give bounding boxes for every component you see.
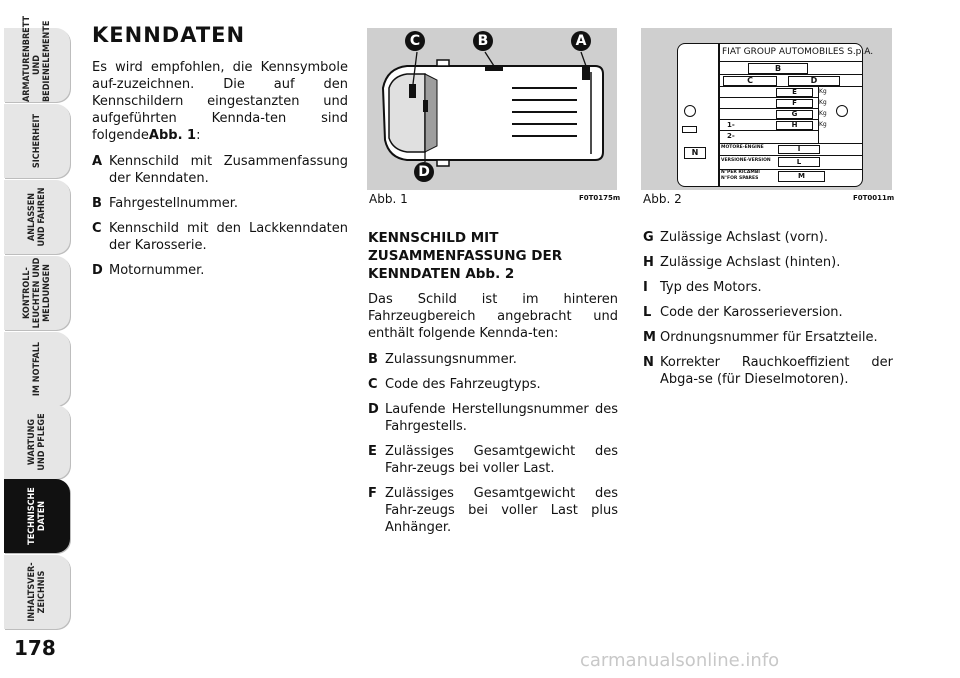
- marker-a: A: [571, 31, 591, 51]
- page-number: 178: [14, 636, 56, 660]
- item-text: Kennschild mit den Lackkenndaten der Karosserie.: [109, 221, 348, 253]
- item-key: A: [92, 154, 103, 169]
- list-item: [643, 254, 893, 271]
- item-text: Typ des Motors.: [660, 280, 762, 295]
- side-tab-label: ANLASSEN UND FAHREN: [27, 187, 47, 247]
- plate-field-n: N: [684, 147, 706, 159]
- item-key: E: [368, 444, 377, 459]
- side-tab-sicherheit[interactable]: [4, 104, 70, 178]
- plate-field-l: L: [778, 157, 820, 167]
- item-key: D: [368, 402, 379, 417]
- side-tab-label: TECHNISCHE DATEN: [27, 487, 47, 545]
- figure-1-vehicle-diagram: [367, 28, 617, 190]
- side-tab-armaturenbrett[interactable]: [4, 16, 70, 102]
- item-key: H: [643, 255, 654, 270]
- plate-field-h: H: [776, 121, 813, 130]
- figure-2-code: F0T0011m: [853, 194, 895, 202]
- list-item: [92, 220, 348, 254]
- id-plate: [677, 43, 874, 187]
- unit-kg: Kg: [819, 121, 827, 128]
- plate-line: [718, 155, 862, 156]
- list-item: [368, 376, 618, 393]
- item-key: M: [643, 330, 656, 345]
- item-text: Code der Karosserieversion.: [660, 305, 843, 320]
- watermark: carmanualsonline.info: [580, 650, 780, 671]
- column-3: [643, 229, 893, 396]
- column-2: [368, 229, 618, 544]
- plate-line: [718, 86, 862, 87]
- motore-label: MOTORE-ENGINE: [721, 145, 764, 150]
- page-title: KENNDATEN: [92, 23, 246, 47]
- side-tab-label: INHALTSVER- ZEICHNIS: [27, 562, 47, 622]
- side-tab-label: IM NOTFALL: [32, 341, 42, 397]
- plate-line: [718, 130, 818, 131]
- plate-field-m: M: [778, 171, 825, 182]
- plate-field-i: I: [778, 145, 820, 154]
- side-tab-wartung[interactable]: [4, 405, 70, 479]
- figure-1-code: F0T0175m: [579, 194, 621, 202]
- plate-field-f: F: [776, 99, 813, 108]
- side-tab-im-notfall[interactable]: [4, 332, 70, 406]
- item-text: Laufende Herstellungsnummer des Fahrgestells.: [385, 402, 618, 434]
- list-item: [368, 401, 618, 435]
- figure-reference: Abb. 1: [148, 128, 197, 143]
- marker-d: D: [414, 162, 434, 182]
- plate-line: [718, 108, 818, 109]
- side-tab-inhaltsverzeichnis[interactable]: [4, 555, 70, 629]
- item-key: C: [368, 377, 378, 392]
- item-text: Zulässige Achslast (vorn).: [660, 230, 828, 245]
- intro-text: Es wird empfohlen, die Kennsymbole auf-zuzeichnen. Die auf den Kennschildern eingestanzten und aufgeführten Kennda-ten sind folgende: [92, 60, 348, 143]
- plate-line: [718, 143, 862, 144]
- plate-line: [718, 74, 862, 75]
- list-item: [643, 354, 893, 388]
- side-tab-label: KONTROLL- LEUCHTEN UND MELDUNGEN: [22, 257, 52, 329]
- plate-hole: [836, 105, 848, 117]
- versione-label: VERSIONE-VERSION: [721, 158, 771, 163]
- axle-2-label: 2-: [727, 132, 735, 140]
- ricambi-label-2: N°FOR SPARES: [721, 176, 759, 181]
- plate-field-b: B: [748, 63, 808, 74]
- item-key: F: [368, 486, 377, 501]
- plate-header: FIAT GROUP AUTOMOBILES S.p.A.: [722, 47, 874, 57]
- list-item: [643, 304, 893, 321]
- side-tab-technische-daten[interactable]: [4, 479, 70, 553]
- item-text: Code des Fahrzeugtyps.: [385, 377, 541, 392]
- side-tab-label: ARMATURENBRETT UND BEDIENELEMENTE: [22, 16, 52, 102]
- intro-paragraph: [92, 59, 348, 144]
- item-text: Kennschild mit Zusammenfassung der Kenndaten.: [109, 154, 348, 186]
- intro-end: :: [196, 128, 201, 143]
- plate-line: [718, 119, 818, 120]
- side-tab-label: WARTUNG UND PFLEGE: [27, 413, 47, 471]
- item-key: L: [643, 305, 652, 320]
- section-heading: KENNSCHILD MIT ZUSAMMENFASSUNG DER KENNDATEN Abb. 2: [368, 230, 563, 282]
- list-item: [643, 329, 893, 346]
- item-key: N: [643, 355, 654, 370]
- item-key: I: [643, 280, 648, 295]
- list-item: [643, 279, 893, 296]
- item-text: Zulassungsnummer.: [385, 352, 517, 367]
- vehicle-top-view: [367, 28, 617, 190]
- section-intro: Das Schild ist im hinteren Fahrzeugbereich angebracht und enthält folgende Kennda-ten:: [368, 292, 618, 341]
- unit-kg: Kg: [819, 88, 827, 95]
- list-item: [643, 229, 893, 246]
- item-text: Fahrgestellnummer.: [109, 196, 239, 211]
- item-text: Zulässige Achslast (hinten).: [660, 255, 841, 270]
- plate-line: [718, 61, 862, 62]
- list-item: [92, 262, 348, 279]
- plate-slot: [682, 126, 697, 133]
- item-text: Zulässiges Gesamtgewicht des Fahr-zeugs bei voller Last plus Anhänger.: [385, 486, 618, 535]
- list-item: [368, 351, 618, 368]
- item-text: Motornummer.: [109, 263, 205, 278]
- list-item: [92, 195, 348, 212]
- item-key: D: [92, 263, 103, 278]
- figure-2-caption: Abb. 2: [643, 192, 682, 206]
- figure-2-plate-diagram: [641, 28, 892, 190]
- plate-field-g: G: [776, 110, 813, 119]
- plate-field-d: D: [788, 76, 840, 86]
- item-text: Korrekter Rauchkoeffizient der Abga-se (für Dieselmotoren).: [660, 355, 893, 387]
- figure-1-caption: Abb. 1: [369, 192, 408, 206]
- side-tab-label: SICHERHEIT: [32, 113, 42, 169]
- list-item: [368, 443, 618, 477]
- list-item: [368, 485, 618, 536]
- item-key: G: [643, 230, 654, 245]
- item-text: Ordnungsnummer für Ersatzteile.: [660, 330, 878, 345]
- axle-1-label: 1-: [727, 121, 735, 129]
- side-tab-anlassen[interactable]: [4, 180, 70, 254]
- item-text: Zulässiges Gesamtgewicht des Fahr-zeugs bei voller Last.: [385, 444, 618, 476]
- item-key: B: [92, 196, 102, 211]
- marker-c: C: [405, 31, 425, 51]
- list-item: [92, 153, 348, 187]
- unit-kg: Kg: [819, 99, 827, 106]
- unit-kg: Kg: [819, 110, 827, 117]
- plate-divider: [718, 44, 720, 186]
- column-1: [92, 23, 348, 287]
- plate-field-e: E: [776, 88, 813, 97]
- plate-line: [718, 97, 818, 98]
- item-key: B: [368, 352, 378, 367]
- marker-b: B: [473, 31, 493, 51]
- side-tab-kontrollleuchten[interactable]: [4, 256, 70, 330]
- ricambi-label-1: N°PER RICAMBI: [721, 170, 760, 175]
- item-key: C: [92, 221, 102, 236]
- plate-field-c: C: [723, 76, 777, 86]
- plate-hole: [684, 105, 696, 117]
